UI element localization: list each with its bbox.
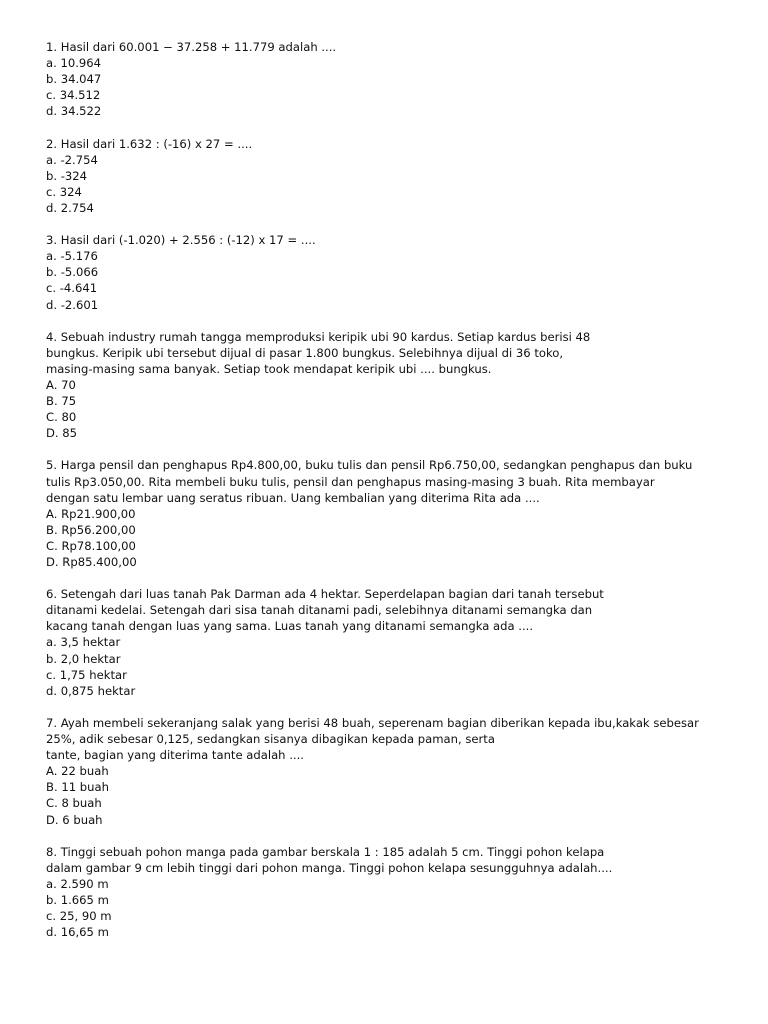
question-stem-line: bungkus. Keripik ubi tersebut dijual di pasar 1.800 bungkus. Selebihnya dijual di 36 toko, (46, 345, 564, 360)
option-b: b. -5.066 (46, 265, 99, 280)
option-c: C. 80 (46, 410, 77, 425)
question-4 (46, 329, 746, 442)
question-1 (46, 39, 746, 119)
option-d: d. -2.601 (46, 297, 99, 312)
option-c: c. 324 (46, 184, 82, 199)
option-c: C. Rp78.100,00 (46, 538, 136, 553)
option-d: D. 85 (46, 426, 78, 441)
question-stem-line: 7. Ayah membeli sekeranjang salak yang berisi 48 buah, seperenam bagian diberikan kepada ibu,kakak sebesar (46, 715, 699, 730)
option-d: d. 34.522 (46, 104, 102, 119)
question-5 (46, 457, 746, 570)
question-stem-line: masing-masing sama banyak. Setiap took mendapat keripik ubi .... bungkus. (46, 361, 492, 376)
question-stem: 2. Hasil dari 1.632 : (-16) x 27 = .... (46, 136, 253, 151)
option-b: b. 2,0 hektar (46, 651, 121, 666)
option-c: c. 1,75 hektar (46, 667, 127, 682)
option-a: A. 22 buah (46, 764, 109, 779)
option-b: b. 34.047 (46, 72, 102, 87)
option-b: b. -324 (46, 168, 88, 183)
option-d: D. 6 buah (46, 812, 103, 827)
question-stem-line: tulis Rp3.050,00. Rita membeli buku tulis, pensil dan penghapus masing-masing 3 buah. Rita membayar (46, 474, 655, 489)
question-stem-line: kacang tanah dengan luas yang sama. Luas tanah yang ditanami semangka ada .... (46, 619, 534, 634)
option-d: d. 2.754 (46, 200, 94, 215)
question-stem-line: dalam gambar 9 cm lebih tinggi dari pohon manga. Tinggi pohon kelapa sesungguhnya adalah.... (46, 860, 613, 875)
option-a: A. Rp21.900,00 (46, 506, 136, 521)
option-b: B. 75 (46, 394, 77, 409)
option-a: a. -5.176 (46, 249, 98, 264)
option-a: a. -2.754 (46, 152, 98, 167)
question-stem-line: 8. Tinggi sebuah pohon manga pada gambar berskala 1 : 185 adalah 5 cm. Tinggi pohon kelapa (46, 844, 605, 859)
question-stem-line: 6. Setengah dari luas tanah Pak Darman ada 4 hektar. Seperdelapan bagian dari tanah tersebut (46, 587, 604, 602)
question-2 (46, 136, 746, 216)
option-d: d. 0,875 hektar (46, 683, 136, 698)
worksheet (46, 39, 746, 940)
option-c: C. 8 buah (46, 796, 102, 811)
question-6 (46, 586, 746, 699)
question-stem-line: ditanami kedelai. Setengah dari sisa tanah ditanami padi, selebihnya ditanami semangka dan (46, 603, 593, 618)
option-d: d. 16,65 m (46, 925, 109, 940)
question-stem-line: 5. Harga pensil dan penghapus Rp4.800,00, buku tulis dan pensil Rp6.750,00, sedangkan penghapus dan buku (46, 458, 693, 473)
question-stem: 1. Hasil dari 60.001 − 37.258 + 11.779 adalah .... (46, 40, 337, 54)
question-stem-line: 25%, adik sebesar 0,125, sedangkan sisanya dibagikan kepada paman, serta (46, 732, 495, 747)
option-a: a. 10.964 (46, 56, 102, 71)
option-c: c. 25, 90 m (46, 909, 112, 924)
option-b: B. 11 buah (46, 780, 109, 795)
question-stem-line: dengan satu lembar uang seratus ribuan. Uang kembalian yang diterima Rita ada .... (46, 490, 540, 505)
question-stem-line: 4. Sebuah industry rumah tangga memproduksi keripik ubi 90 kardus. Setiap kardus berisi 48 (46, 329, 591, 344)
question-stem: 3. Hasil dari (-1.020) + 2.556 : (-12) x 17 = .... (46, 233, 316, 248)
option-a: a. 3,5 hektar (46, 635, 121, 650)
option-a: a. 2.590 m (46, 876, 109, 891)
question-3 (46, 232, 746, 312)
option-b: b. 1.665 m (46, 892, 109, 907)
question-7 (46, 715, 746, 828)
question-stem-line: tante, bagian yang diterima tante adalah .... (46, 748, 304, 763)
option-b: B. Rp56.200,00 (46, 522, 136, 537)
option-d: D. Rp85.400,00 (46, 555, 137, 569)
option-a: A. 70 (46, 377, 76, 392)
option-c: c. 34.512 (46, 88, 101, 103)
question-8 (46, 844, 746, 941)
option-c: c. -4.641 (46, 281, 98, 296)
